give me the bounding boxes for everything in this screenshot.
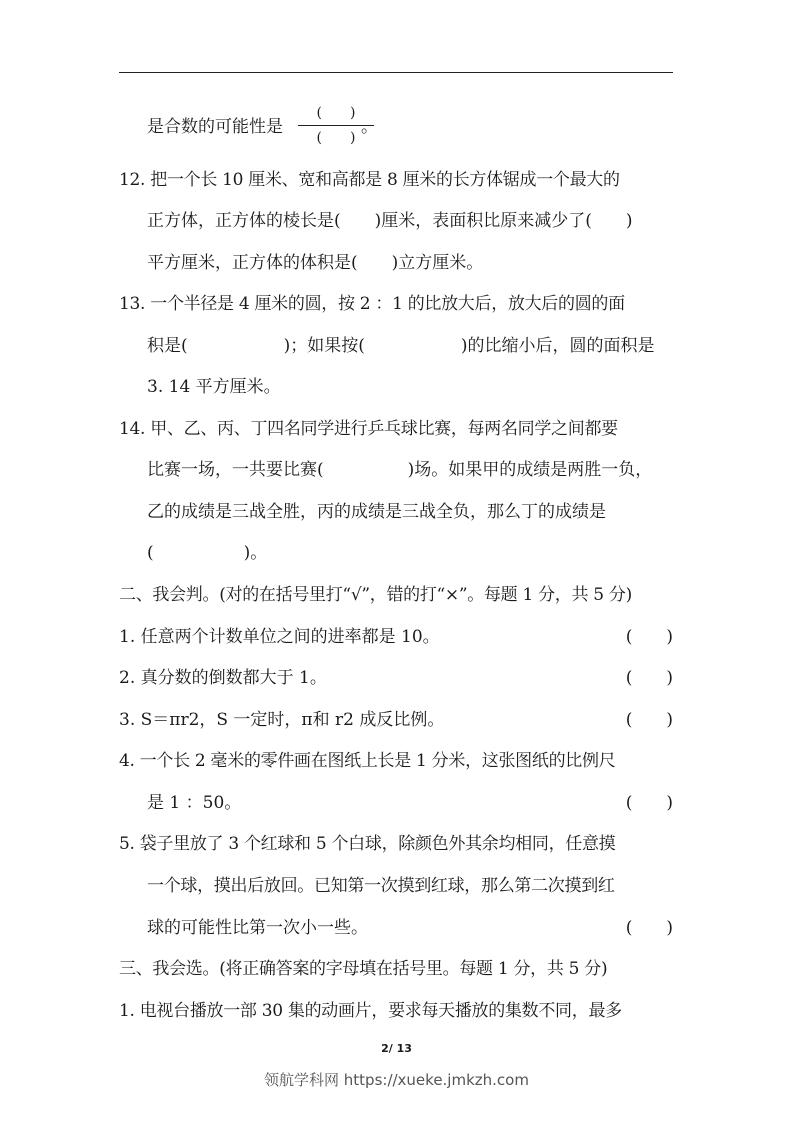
- judge-answer-3[interactable]: ( ): [625, 710, 673, 730]
- q12-text-d: 平方厘米，正方体的体积是(: [147, 253, 358, 273]
- judge-answer-5[interactable]: ( ): [625, 918, 673, 938]
- judge-item-4-line-1: 4. 一个长 2 毫米的零件画在图纸上长是 1 分米，这张图纸的比例尺: [119, 751, 616, 771]
- q12-line-1: 12. 把一个长 10 厘米、宽和高都是 8 厘米的长方体锯成一个最大的: [119, 170, 620, 190]
- q13-text-c: )的比缩小后，圆的面积是: [460, 336, 655, 356]
- q12-text-b: )厘米，表面积比原来减少了(: [374, 211, 592, 231]
- footer-watermark: 领航学科网 https://xueke.jmkzh.com: [264, 1071, 529, 1089]
- judge-answer-1[interactable]: ( ): [625, 627, 673, 647]
- judge-item-5-text: 球的可能性比第一次小一些。: [147, 918, 368, 938]
- judge-item-5-line-2: 一个球，摸出后放回。已知第一次摸到红球，那么第二次摸到红: [147, 876, 615, 896]
- page-number: 2/ 13: [381, 1042, 412, 1055]
- q14-line-3: 乙的成绩是三战全胜，丙的成绩是三战全负，那么丁的成绩是: [147, 502, 606, 522]
- judge-item-4-line-2: [147, 791, 673, 815]
- q13-line-2: [147, 334, 673, 358]
- judge-item-5-line-3: [147, 916, 673, 940]
- q11-text: 是合数的可能性是: [147, 117, 283, 137]
- judge-answer-4[interactable]: ( ): [625, 793, 673, 813]
- q14-text-d: (: [147, 543, 154, 563]
- q12-text-c: ): [625, 211, 633, 231]
- judge-item-3: [119, 708, 673, 732]
- q14-text-a: 比赛一场，一共要比赛(: [147, 460, 324, 480]
- q14-line-2: [147, 458, 673, 482]
- q11-continuation: [147, 115, 673, 139]
- q12-line-3: [147, 251, 673, 275]
- section-2-title: 二、我会判。(对的在括号里打“√”，错的打“×”。每题 1 分，共 5 分): [119, 585, 632, 605]
- fraction-denominator-blank[interactable]: ( ): [316, 130, 356, 146]
- q12-text-a: 正方体，正方体的棱长是(: [147, 211, 341, 231]
- judge-item-1: [119, 625, 673, 649]
- judge-item-1-text: 1. 任意两个计数单位之间的进率都是 10。: [119, 627, 440, 647]
- judge-item-4-text: 是 1 ：50。: [147, 793, 242, 813]
- fraction-numerator-blank[interactable]: ( ): [316, 105, 356, 121]
- q13-text-b: )；如果按(: [283, 336, 365, 356]
- q11-end: 。: [361, 117, 378, 137]
- q12-line-2: [147, 209, 673, 233]
- q14-text-b: )场。如果甲的成绩是两胜一负，: [407, 460, 653, 480]
- section-3-title: 三、我会选。(将正确答案的字母填在括号里。每题 1 分，共 5 分): [119, 959, 608, 979]
- q14-text-e: )。: [243, 543, 268, 563]
- q13-line-1: 13. 一个半径是 4 厘米的圆，按 2 ：1 的比放大后，放大后的圆的面: [119, 294, 625, 314]
- judge-answer-2[interactable]: ( ): [625, 668, 673, 688]
- q12-text-e: )立方厘米。: [391, 253, 484, 273]
- q13-text-a: 积是(: [147, 336, 188, 356]
- probability-fraction: [298, 104, 374, 148]
- q14-line-4: [147, 541, 673, 565]
- q14-line-1: 14. 甲、乙、丙、丁四名同学进行乒乓球比赛，每两名同学之间都要: [119, 419, 618, 439]
- choice-item-1-line-1: 1. 电视台播放一部 30 集的动画片，要求每天播放的集数不同，最多: [119, 1001, 622, 1021]
- judge-item-2-text: 2. 真分数的倒数都大于 1。: [119, 668, 327, 688]
- judge-item-3-text: 3. S＝πr2，S 一定时，π和 r2 成反比例。: [119, 710, 445, 730]
- q13-line-3: 3. 14 平方厘米。: [147, 377, 281, 397]
- judge-item-2: [119, 666, 673, 690]
- fraction-bar: [298, 125, 374, 126]
- judge-item-5-line-1: 5. 袋子里放了 3 个红球和 5 个白球，除颜色外其余均相同，任意摸: [119, 834, 616, 854]
- header-rule: [119, 72, 673, 73]
